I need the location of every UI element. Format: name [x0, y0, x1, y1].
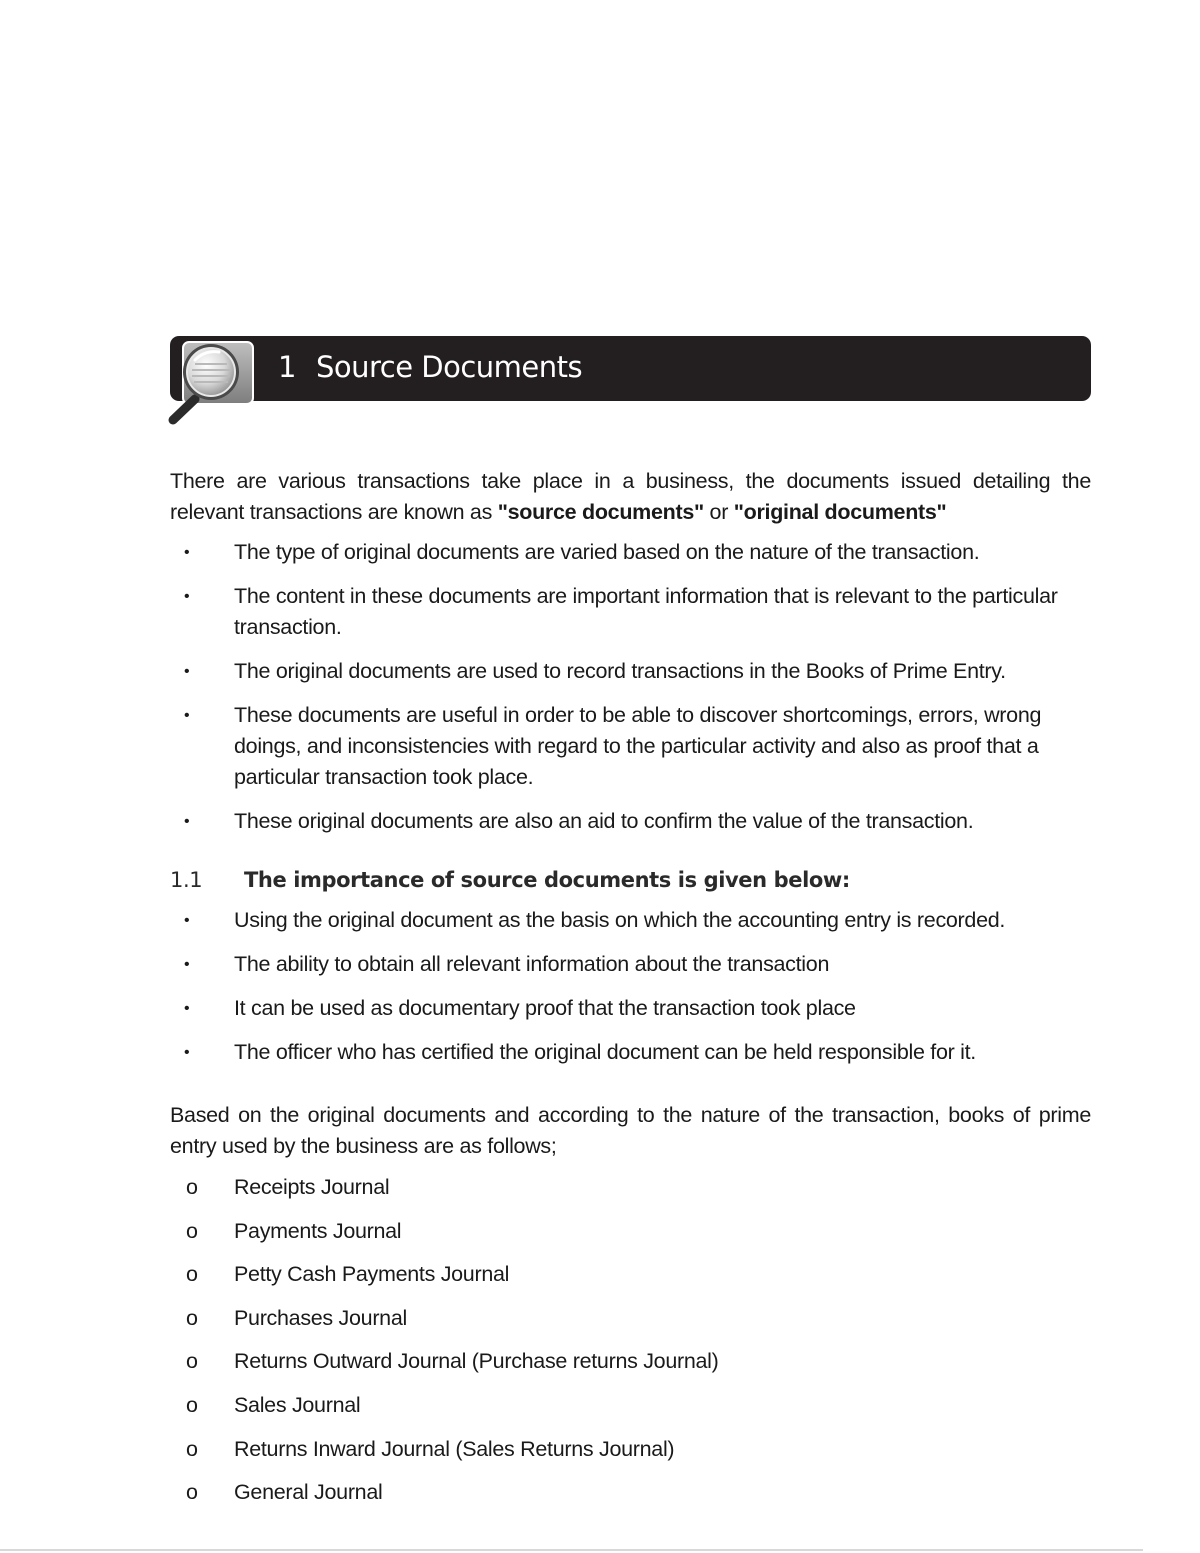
- list-item-text: The original documents are used to record transactions in the Books of Prime Entry.: [234, 659, 1006, 683]
- list-item: [170, 806, 1091, 837]
- section-title: [278, 350, 582, 384]
- term-source-documents: "source documents": [497, 500, 704, 524]
- list-item-text: These documents are useful in order to be able to discover shortcomings, errors, wrong doings, and inconsistencies with regard to the particular activity and also as proof that a particular transaction took place.: [234, 703, 1042, 789]
- list-item: [170, 700, 1091, 793]
- list-item: [170, 905, 1091, 936]
- list-item: [170, 581, 1091, 643]
- journal-name: Returns Outward Journal (Purchase returns Journal): [234, 1349, 719, 1374]
- list-item: [170, 1390, 1091, 1421]
- list-item-text: The type of original documents are varied based on the nature of the transaction.: [234, 540, 980, 564]
- list-marker: o: [186, 1480, 198, 1505]
- bullet-icon: •: [184, 707, 190, 724]
- list-marker: o: [186, 1305, 198, 1330]
- bullet-icon: •: [184, 663, 190, 680]
- list-marker: o: [186, 1262, 198, 1287]
- list-item-text: Using the original document as the basis on which the accounting entry is recorded.: [234, 908, 1006, 932]
- section-banner: [170, 336, 1091, 401]
- bullet-icon: •: [184, 912, 190, 929]
- list-item: [170, 949, 1091, 980]
- journal-name: Receipts Journal: [234, 1175, 390, 1199]
- list-marker: o: [186, 1392, 198, 1417]
- magnifying-glass-icon: [165, 336, 265, 426]
- journal-name: Payments Journal: [234, 1218, 402, 1243]
- subsection-title: The importance of source documents is given below:: [244, 868, 850, 892]
- list-item-text: The officer who has certified the original document can be held responsible for it.: [234, 1040, 976, 1064]
- list-item: [170, 1477, 1091, 1508]
- section-title-text: Source Documents: [315, 350, 583, 384]
- subsection-number: 1.1: [170, 868, 203, 892]
- bullet-icon: •: [184, 813, 190, 830]
- term-original-documents: "original documents": [733, 500, 947, 524]
- list-marker: o: [186, 1175, 198, 1199]
- list-item-text: The content in these documents are important information that is relevant to the particular transaction.: [234, 584, 1058, 639]
- journal-name: General Journal: [234, 1480, 383, 1505]
- journals-list: [170, 1172, 1091, 1508]
- page-bottom-divider: [0, 1549, 1143, 1551]
- importance-bullet-list: [170, 905, 1091, 1068]
- intro-text: There are various transactions take place in a business, the documents issued detailing the relevant transactions are known as: [170, 469, 1091, 524]
- list-item-text: It can be used as documentary proof that the transaction took place: [234, 996, 856, 1020]
- list-item: [170, 993, 1091, 1024]
- source-documents-bullet-list: [170, 537, 1091, 837]
- journal-name: Returns Inward Journal (Sales Returns Journal): [234, 1436, 675, 1461]
- intro-paragraph: [170, 466, 1091, 528]
- section-number: 1: [278, 350, 296, 384]
- bullet-icon: •: [184, 1044, 190, 1061]
- bullet-icon: •: [184, 588, 190, 605]
- list-item: [170, 1037, 1091, 1068]
- list-item: [170, 1303, 1091, 1334]
- page-content: [170, 466, 1091, 1521]
- list-item: [170, 1216, 1091, 1247]
- bullet-icon: •: [184, 544, 190, 561]
- bullet-icon: •: [184, 1000, 190, 1017]
- list-item: [170, 1172, 1091, 1203]
- journal-name: Sales Journal: [234, 1392, 361, 1417]
- list-item: [170, 1346, 1091, 1377]
- bullet-icon: •: [184, 956, 190, 973]
- list-marker: o: [186, 1436, 198, 1461]
- subsection-heading: [170, 865, 1091, 896]
- list-item: [170, 656, 1091, 687]
- intro-connector: or: [703, 500, 734, 524]
- journal-name: Petty Cash Payments Journal: [234, 1262, 510, 1287]
- list-item: [170, 1259, 1091, 1290]
- list-marker: o: [186, 1349, 198, 1374]
- list-marker: o: [186, 1218, 198, 1243]
- list-item-text: These original documents are also an aid to confirm the value of the transaction.: [234, 809, 974, 833]
- list-item: [170, 537, 1091, 568]
- books-intro-paragraph: Based on the original documents and according to the nature of the transaction, books of prime entry used by the business are as follows;: [170, 1103, 1091, 1158]
- list-item: [170, 1434, 1091, 1465]
- list-item-text: The ability to obtain all relevant information about the transaction: [234, 952, 830, 976]
- journal-name: Purchases Journal: [234, 1305, 407, 1330]
